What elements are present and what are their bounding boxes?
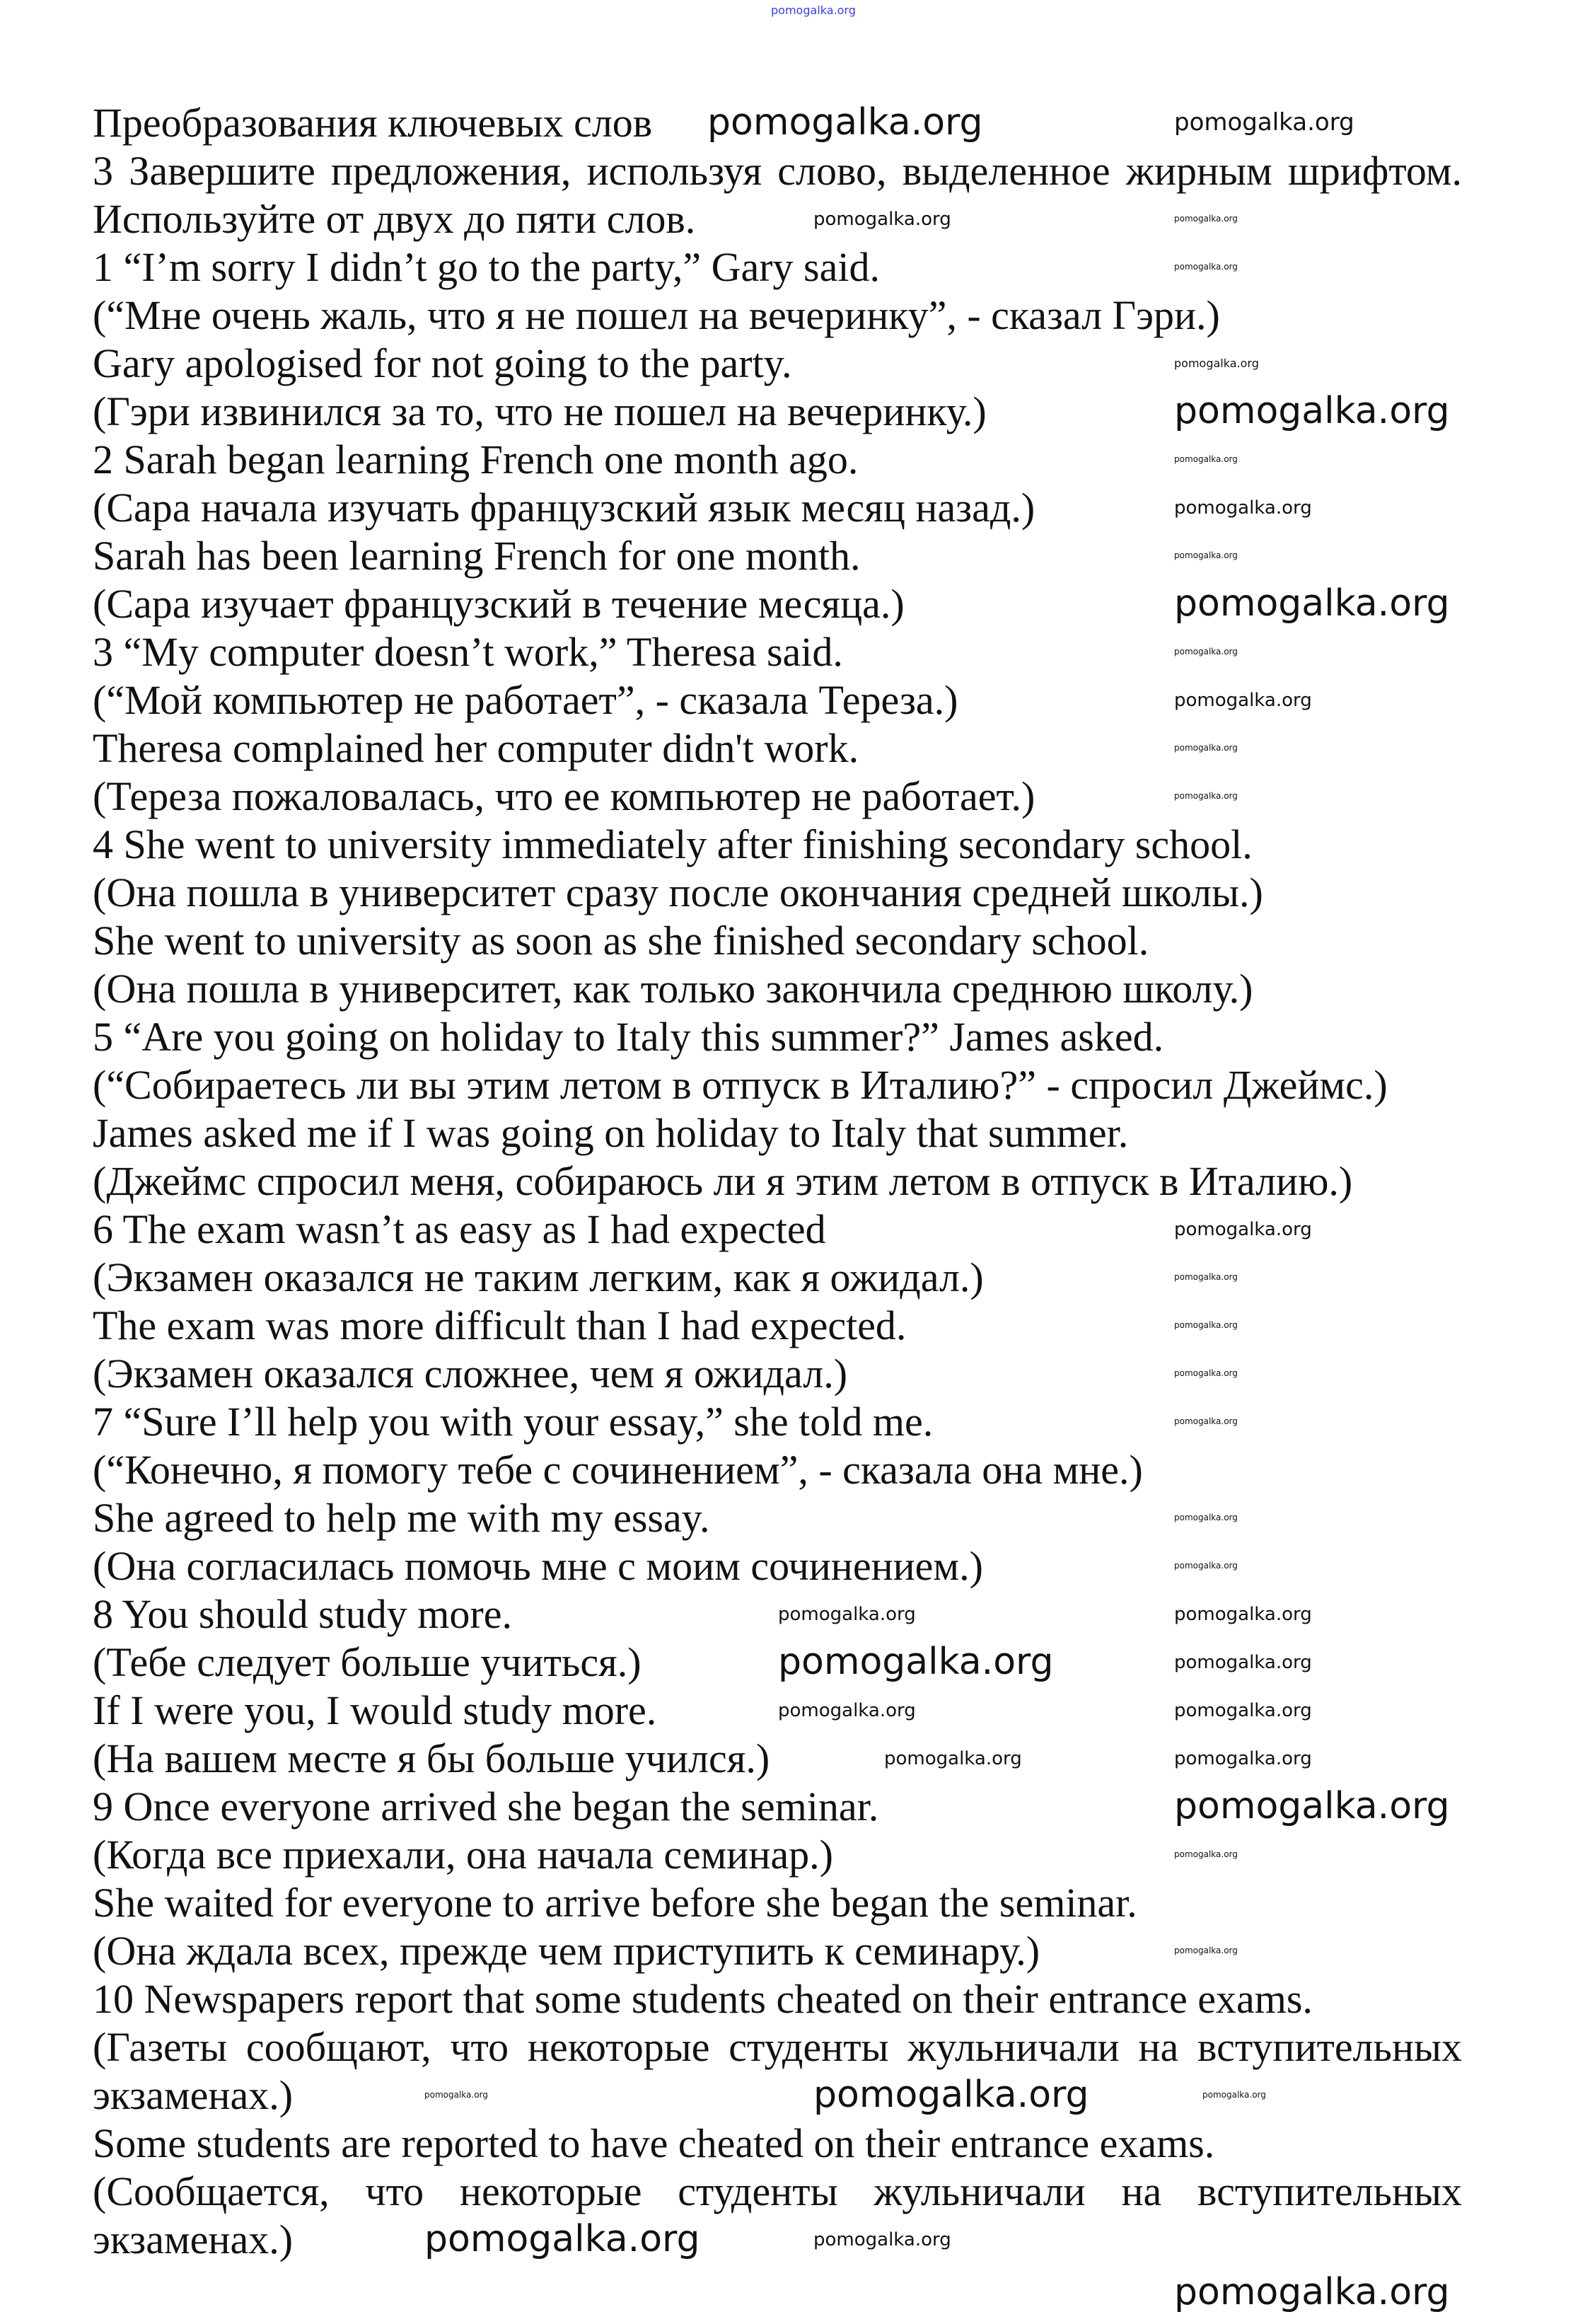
watermark: pomogalka.org [1174, 550, 1238, 560]
text-line: (“Собираетесь ли вы этим летом в отпуск в Италию?” - спросил Джеймс.) [93, 1062, 1388, 1108]
watermark: pomogalka.org [1174, 262, 1238, 272]
text-line: She went to university as soon as she finished secondary school. [93, 918, 1149, 964]
watermark: pomogalka.org [1174, 1604, 1312, 1625]
text-line: (Экзамен оказался не таким легким, как я ожидал.) [93, 1254, 984, 1300]
text-line: She agreed to help me with my essay. [93, 1495, 710, 1541]
text-line: (Тебе следует больше учиться.) [93, 1639, 642, 1685]
watermark: pomogalka.org [424, 2218, 700, 2260]
watermark: pomogalka.org [813, 2074, 1089, 2116]
text-line: экзаменах.) [93, 2216, 294, 2262]
text-line: 7 “Sure I’ll help you with your essay,” she told me. [93, 1399, 934, 1445]
text-line: (Джеймс спросил меня, собираюсь ли я этим летом в отпуск в Италию.) [93, 1158, 1353, 1204]
text-line: 8 You should study more. [93, 1591, 512, 1637]
watermark: pomogalka.org [707, 101, 983, 144]
watermark: pomogalka.org [1174, 1272, 1238, 1282]
text-line: 1 “I’m sorry I didn’t go to the party,” Gary said. [93, 244, 880, 290]
text-line: Gary apologised for not going to the party. [93, 340, 792, 386]
watermark: pomogalka.org [1174, 1513, 1238, 1522]
text-line: 10 Newspapers report that some students cheated on their entrance exams. [93, 1976, 1313, 2022]
watermark: pomogalka.org [1174, 1416, 1238, 1426]
watermark: pomogalka.org [1174, 390, 1450, 432]
text-line: (“Мне очень жаль, что я не пошел на вечеринку”, - сказал Гэри.) [93, 292, 1220, 338]
text-line: 9 Once everyone arrived she began the seminar. [93, 1784, 879, 1829]
watermark: pomogalka.org [778, 1700, 916, 1721]
watermark: pomogalka.org [1174, 743, 1238, 753]
watermark: pomogalka.org [1174, 1320, 1238, 1330]
text-line: 3 Завершите предложения, используя слово, выделенное жирным шрифтом. [93, 148, 1462, 194]
watermark: pomogalka.org [1174, 1368, 1238, 1378]
text-line: (Она пошла в университет сразу после окончания средней школы.) [93, 869, 1263, 915]
watermark: pomogalka.org [1174, 1700, 1312, 1721]
watermark: pomogalka.org [1174, 357, 1259, 370]
text-line: (Сара начала изучать французский язык месяц назад.) [93, 485, 1035, 531]
text-line: 2 Sarah began learning French one month ago. [93, 437, 859, 482]
text-line: 5 “Are you going on holiday to Italy this summer?” James asked. [93, 1014, 1164, 1060]
watermark: pomogalka.org [424, 2090, 488, 2100]
watermark: pomogalka.org [1174, 791, 1238, 801]
text-line: (Гэри извинился за то, что не пошел на вечеринку.) [93, 388, 987, 434]
watermark: pomogalka.org [1174, 1748, 1312, 1769]
text-line: 6 The exam wasn’t as easy as I had expected [93, 1206, 826, 1252]
text-line: She waited for everyone to arrive before she began the seminar. [93, 1880, 1137, 1926]
text-line: Some students are reported to have cheated on their entrance exams. [93, 2120, 1215, 2166]
watermark: pomogalka.org [1174, 1219, 1312, 1240]
watermark: pomogalka.org [1174, 497, 1312, 519]
watermark: pomogalka.org [1174, 647, 1238, 657]
text-line: Theresa complained her computer didn't work. [93, 725, 859, 771]
watermark: pomogalka.org [1174, 108, 1354, 137]
text-line: (Когда все приехали, она начала семинар.) [93, 1832, 833, 1878]
watermark: pomogalka.org [771, 4, 856, 17]
watermark: pomogalka.org [884, 1748, 1022, 1769]
text-line: (Сара изучает французский в течение месяца.) [93, 581, 905, 627]
text-line: экзаменах.) [93, 2072, 294, 2118]
text-line: (Она согласилась помочь мне с моим сочинением.) [93, 1543, 983, 1589]
watermark: pomogalka.org [1174, 1652, 1312, 1673]
text-line: (Газеты сообщают, что некоторые студенты жульничали на вступительных [93, 2024, 1462, 2070]
watermark: pomogalka.org [1174, 1849, 1238, 1859]
text-line: (Сообщается, что некоторые студенты жульничали на вступительных [93, 2168, 1462, 2214]
watermark: pomogalka.org [813, 209, 951, 230]
watermark: pomogalka.org [1174, 2271, 1450, 2313]
watermark: pomogalka.org [1174, 214, 1238, 224]
text-line: The exam was more difficult than I had expected. [93, 1302, 907, 1348]
watermark: pomogalka.org [1174, 1561, 1238, 1571]
text-line: (На вашем месте я бы больше учился.) [93, 1735, 770, 1781]
text-line: If I were you, I would study more. [93, 1687, 657, 1733]
watermark: pomogalka.org [813, 2229, 951, 2250]
watermark: pomogalka.org [1174, 1785, 1450, 1827]
text-line: (Она пошла в университет, как только закончила среднюю школу.) [93, 966, 1253, 1012]
watermark: pomogalka.org [1174, 1946, 1238, 1955]
watermark: pomogalka.org [778, 1604, 916, 1625]
text-line: 3 “My computer doesn’t work,” Theresa said. [93, 629, 843, 675]
text-line: (Она ждала всех, прежде чем приступить к семинару.) [93, 1928, 1040, 1974]
text-line: (Тереза пожаловалась, что ее компьютер не работает.) [93, 773, 1035, 819]
text-line: (“Конечно, я помогу тебе с сочинением”, - сказала она мне.) [93, 1447, 1143, 1493]
text-line: Используйте от двух до пяти слов. [93, 196, 696, 242]
watermark: pomogalka.org [1174, 454, 1238, 464]
watermark: pomogalka.org [1174, 582, 1450, 625]
text-line: James asked me if I was going on holiday to Italy that summer. [93, 1110, 1129, 1156]
watermark: pomogalka.org [1174, 690, 1312, 711]
text-line: 4 She went to university immediately after finishing secondary school. [93, 821, 1253, 867]
watermark: pomogalka.org [778, 1641, 1054, 1683]
text-line: Sarah has been learning French for one month. [93, 533, 861, 579]
text-line: (Экзамен оказался сложнее, чем я ожидал.) [93, 1351, 848, 1397]
watermark: pomogalka.org [1202, 2090, 1266, 2100]
text-line: (“Мой компьютер не работает”, - сказала Тереза.) [93, 677, 958, 723]
page-title: Преобразования ключевых слов [93, 100, 653, 146]
